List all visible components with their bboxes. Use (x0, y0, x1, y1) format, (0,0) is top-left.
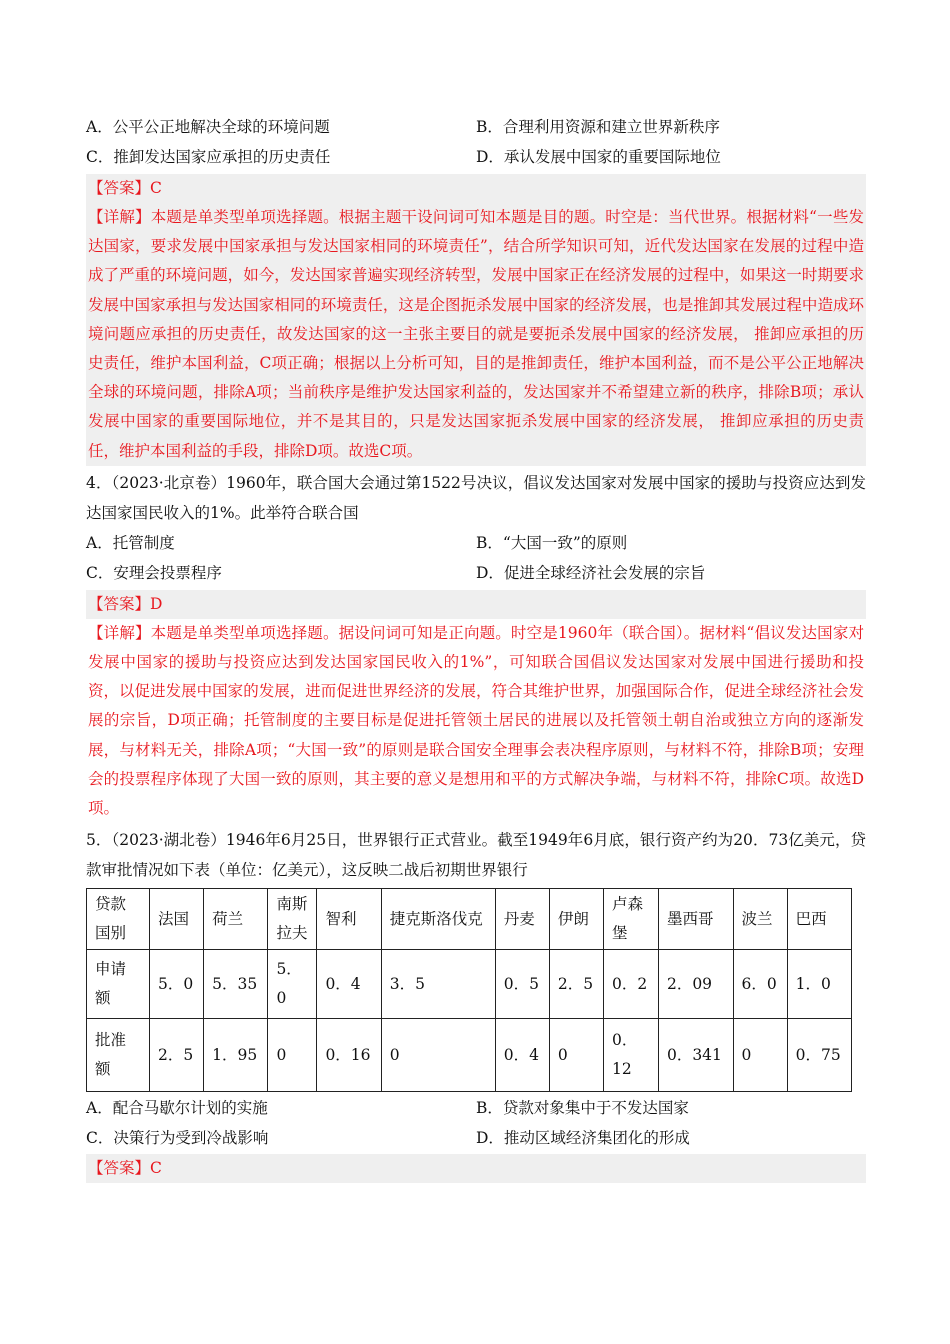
table-cell: 0．4 (495, 1019, 549, 1092)
q3-option-d: D．承认发展中国家的重要国际地位 (476, 148, 721, 166)
table-cell: 0．2 (603, 950, 658, 1019)
table-cell: 0．75 (787, 1019, 851, 1092)
table-cell: 法国 (150, 889, 204, 950)
q3-option-c: C．推卸发达国家应承担的历史责任 (86, 148, 331, 166)
table-cell: 0．5 (495, 950, 549, 1019)
table-row-approved (87, 1019, 852, 1092)
q5-option-c: C．决策行为受到冷战影响 (86, 1129, 269, 1148)
table-cell: 2．09 (658, 950, 733, 1019)
q5-option-d: D．推动区域经济集团化的形成 (476, 1129, 690, 1148)
table-cell: 2．5 (549, 950, 603, 1019)
table-cell: 5．0 (268, 950, 317, 1019)
table-cell: 5．0 (150, 950, 204, 1019)
q5-options (86, 1093, 866, 1153)
table-cell: 1．0 (787, 950, 851, 1019)
table-cell: 丹麦 (495, 889, 549, 950)
table-cell: 伊朗 (549, 889, 603, 950)
q5-option-a: A．配合马歇尔计划的实施 (86, 1099, 268, 1118)
table-cell: 1．95 (204, 1019, 268, 1092)
q3-options (86, 112, 866, 172)
table-cell: 0 (733, 1019, 787, 1092)
loan-table (86, 888, 852, 1092)
q4-answer-block (86, 590, 866, 619)
table-cell: 2．5 (150, 1019, 204, 1092)
table-cell: 智利 (317, 889, 381, 950)
q3-option-a: A．公平公正地解决全球的环境问题 (86, 118, 330, 136)
table-row-applied (87, 950, 852, 1019)
q4-options (86, 528, 866, 588)
q4-stem: 4．（2023·北京卷）1960年，联合国大会通过第1522号决议，倡议发达国家对发展中国家的援助与投资应达到发达国家国民收入的1%。此举符合联合国 (86, 473, 866, 522)
q3-option-b: B．合理利用资源和建立世界新秩序 (476, 118, 720, 136)
table-cell: 6．0 (733, 950, 787, 1019)
table-cell: 0．12 (603, 1019, 658, 1092)
q3-answer: 【答案】C (88, 179, 162, 197)
q5-answer-block (86, 1154, 866, 1183)
table-cell: 0．341 (658, 1019, 733, 1092)
document-page (86, 112, 866, 1183)
table-cell: 波兰 (733, 889, 787, 950)
q4-option-a: A．托管制度 (86, 533, 175, 552)
q4-option-c: C．安理会投票程序 (86, 563, 222, 582)
table-cell: 3．5 (381, 950, 495, 1019)
q4-option-b: B．“大国一致”的原则 (476, 533, 628, 552)
table-cell: 卢森堡 (603, 889, 658, 950)
table-cell: 南斯拉夫 (268, 889, 317, 950)
q5-answer: 【答案】C (88, 1159, 162, 1178)
table-cell: 0 (268, 1019, 317, 1092)
table-cell: 0．16 (317, 1019, 381, 1092)
table-cell: 捷克斯洛伐克 (381, 889, 495, 950)
table-cell: 贷款国别 (87, 889, 150, 950)
table-cell: 批准额 (87, 1019, 150, 1092)
table-cell: 荷兰 (204, 889, 268, 950)
table-cell: 0 (549, 1019, 603, 1092)
q4-option-d: D．促进全球经济社会发展的宗旨 (476, 563, 706, 582)
q5-stem: 5．（2023·湖北卷）1946年6月25日，世界银行正式营业。截至1949年6月底，银行资产约为20．73亿美元，贷款审批情况如下表（单位：亿美元），这反映二战后初期世界银行 (86, 831, 866, 880)
table-cell: 5．35 (204, 950, 268, 1019)
q3-answer-block (86, 174, 866, 466)
q3-explanation: 【详解】本题是单类型单项选择题。根据主题干设问词可知本题是目的题。时空是：当代世界。根据材料“一些发达国家，要求发展中国家承担与发达国家相同的环境责任”，结合所学知识可知，近代发达国家在发展的过程中造成了严重的环境问题，如今，发达国家普遍实现经济转型，发展中国家正在经济发展的过程中，如果这一时期要求发展中国家承担与发达国家相同的环境责任，这是企图扼杀发展中国家的经济发展，也是推卸其发展过程中造成环境问题应承担的历史责任，故发达国家的这一主张主要目的就是要扼杀发展中国家的经济发展， 推卸应承担的历史责任，维护本国利益，C项正确；根据以上分析可知，目的是推卸责任，维护本国利益，而不是公平公正地解决全球的环境问题，排除A项；当前秩序是维护发达国家利益的，发达国家并不希望建立新的秩序，排除B项；承认发展中国家的重要国际地位，并不是其目的，只是发达国家扼杀发展中国家的经济发展， 推卸应承担的历史责任，维护本国利益的手段，排除D项。故选C项。 (88, 208, 864, 460)
table-cell: 巴西 (787, 889, 851, 950)
table-cell: 申请额 (87, 950, 150, 1019)
q4-explanation: 【详解】本题是单类型单项选择题。据设问词可知是正向题。时空是1960年（联合国）。据材料“倡议发达国家对发展中国家的援助与投资应达到发达国家国民收入的1%”，可知联合国倡议发达国家对发展中国进行援助和投资，以促进发展中国家的发展，进而促进世界经济的发展，符合其维护世界，加强国际合作，促进全球经济社会发展的宗旨，D项正确；托管制度的主要目标是促进托管领土居民的进展以及托管领土朝自治或独立方向的逐渐发展，与材料无关，排除A项；“大国一致”的原则是联合国安全理事会表决程序原则，与材料不符，排除B项；安理会的投票程序体现了大国一致的原则，其主要的意义是想用和平的方式解决争端，与材料不符，排除C项。故选D项。 (88, 623, 864, 818)
q5-option-b: B．贷款对象集中于不发达国家 (476, 1099, 689, 1118)
table-cell: 墨西哥 (658, 889, 733, 950)
table-cell: 0 (381, 1019, 495, 1092)
q4-answer: 【答案】D (88, 594, 163, 613)
table-cell: 0．4 (317, 950, 381, 1019)
table-row-header (87, 889, 852, 950)
